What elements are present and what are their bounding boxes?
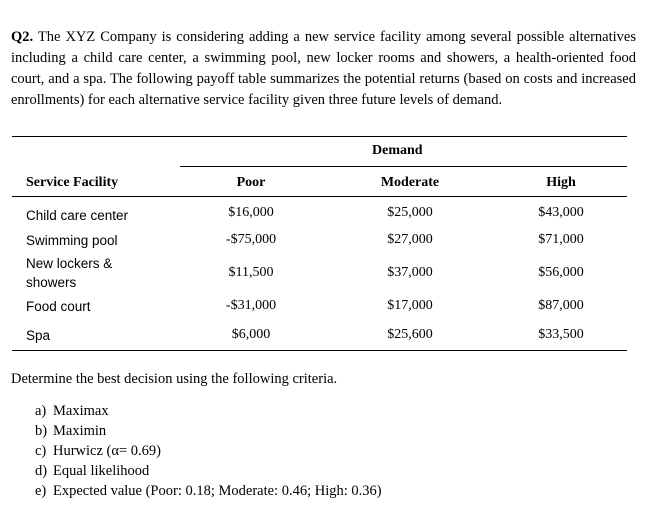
table-row-poor: -$75,000	[225, 232, 277, 247]
list-item-text: Maximin	[53, 423, 107, 439]
table-row-facility: New lockers &	[26, 256, 113, 271]
table-row-moderate: $17,000	[387, 298, 433, 313]
table-row-high: $56,000	[538, 265, 584, 280]
question-text	[11, 27, 636, 111]
list-item-text: Maximax	[53, 403, 109, 419]
table-row-poor: $16,000	[228, 205, 274, 220]
table-bottom-rule	[12, 350, 627, 351]
table-row-facility-cont: showers	[26, 275, 77, 290]
table-row-high: $43,000	[538, 205, 584, 220]
instruction-text: Determine the best decision using the following criteria.	[11, 371, 338, 387]
list-item	[35, 443, 161, 460]
list-item	[35, 423, 106, 440]
list-item-letter: a)	[35, 403, 47, 419]
list-item	[35, 463, 149, 480]
table-row-facility: Spa	[26, 328, 51, 343]
list-item-letter: e)	[35, 483, 47, 499]
table-row-moderate: $25,000	[387, 205, 433, 220]
list-item-letter: c)	[35, 443, 47, 459]
column-header-facility: Service Facility	[26, 175, 119, 190]
list-item-text: Expected value (Poor: 0.18; Moderate: 0.46; High: 0.36)	[53, 483, 382, 499]
question-body: The XYZ Company is considering adding a new service facility among several possible alternatives including a child care center, a swimming pool, new locker rooms and showers, a health-oriented food court, and a spa. The following payoff table summarizes the potential returns (based on costs and increased enrollments) for each alternative service facility given three future levels of demand.	[11, 29, 637, 108]
column-header-poor: Poor	[236, 175, 266, 190]
table-top-rule	[12, 136, 627, 137]
demand-group-header: Demand	[372, 143, 423, 158]
table-row-facility: Child care center	[26, 208, 129, 223]
table-row-high: $33,500	[538, 327, 584, 342]
table-row-moderate: $25,600	[387, 327, 433, 342]
header-bottom-rule	[12, 196, 627, 197]
list-item-letter: d)	[35, 463, 48, 479]
table-row-poor: $6,000	[231, 327, 271, 342]
table-row-poor: $11,500	[228, 265, 274, 280]
list-item-letter: b)	[35, 423, 48, 439]
table-row-high: $71,000	[538, 232, 584, 247]
list-item	[35, 403, 109, 420]
table-row-facility: Food court	[26, 299, 91, 314]
demand-header-rule	[180, 166, 627, 167]
column-header-moderate: Moderate	[380, 175, 440, 190]
column-header-high: High	[546, 175, 576, 190]
table-row-poor: -$31,000	[225, 298, 277, 313]
list-item-text: Hurwicz (α= 0.69)	[53, 443, 161, 459]
list-item	[35, 483, 382, 500]
table-row-moderate: $37,000	[387, 265, 433, 280]
table-row-high: $87,000	[538, 298, 584, 313]
table-row-facility: Swimming pool	[26, 233, 118, 248]
list-item-text: Equal likelihood	[53, 463, 150, 479]
table-row-moderate: $27,000	[387, 232, 433, 247]
question-label: Q2.	[11, 29, 34, 45]
